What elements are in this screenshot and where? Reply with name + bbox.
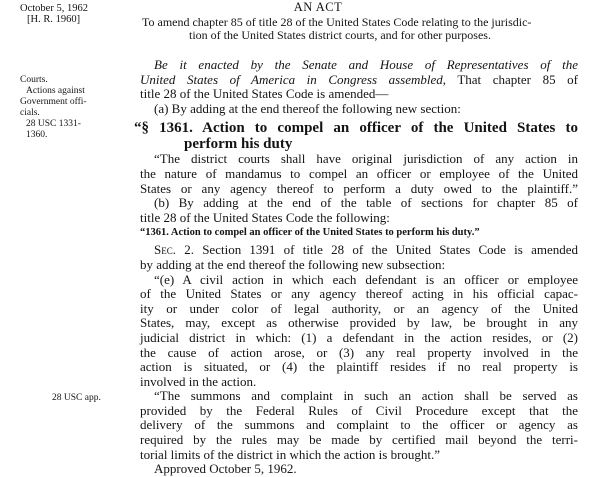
subsection-e-line-8: involved in the action.: [140, 373, 257, 389]
paragraph-b-line-1: (b) By adding at the end of the table of sections for chapter 85 of: [154, 195, 578, 211]
table-entry: “1361. Action to compel an officer of the United States to perform his duty.”: [140, 227, 480, 239]
summons-line-4: required by the rules may be made by certified mail beyond the terri-: [140, 432, 578, 448]
subsection-e-line-7: action is situated, or (4) the plaintiff resides if no real property is: [140, 359, 578, 375]
act-title: AN ACT: [293, 0, 343, 14]
summons-line-1: “The summons and complaint in such an action shall be served as: [154, 388, 578, 404]
summons-line-2: provided by the Federal Rules of Civil Procedure except that the: [140, 402, 578, 418]
bill-number: [H. R. 1960]: [27, 14, 81, 25]
margin-line: Actions against: [26, 86, 85, 96]
margin-line: cials.: [20, 108, 40, 118]
quote-1361-line-2: the nature of mandamus to compel an officer or employee of the United: [140, 165, 578, 181]
act-purpose-line-1: To amend chapter 85 of title 28 of the United States Code relating to the jurisdic-: [142, 15, 532, 29]
approval-date: Approved October 5, 1962.: [154, 461, 297, 477]
subsection-e-line-3: ity or under color of legal authority, or an agency of the United: [140, 300, 578, 316]
enacting-clause-line-2: [140, 73, 578, 88]
section-heading-line-1: “§ 1361. Action to compel an officer of the United States to: [134, 120, 578, 137]
enactment-date: October 5, 1962: [20, 3, 88, 14]
paragraph-b-line-2: title 28 of the United States Code the following:: [140, 209, 390, 225]
paragraph-a: (a) By adding at the end thereof the following new section:: [154, 100, 461, 116]
subsection-e-line-6: the cause of action arose, or (3) any real property involved in the: [140, 344, 578, 360]
section-2-line-2: by adding at the end thereof the following new subsection:: [140, 256, 446, 272]
margin-note-courts: [20, 75, 87, 141]
subsection-e-line-1: “(e) A civil action in which each defendant is an officer or employee: [154, 271, 578, 287]
margin-line: Government offi-: [20, 97, 87, 107]
margin-line: 1360.: [26, 130, 48, 140]
enacting-clause-line-1: Be it enacted by the Senate and House of Representatives of the: [154, 57, 578, 72]
subsection-e-line-2: of the United States or any agency thereof acting in his official capac-: [140, 286, 578, 302]
enacting-clause-italic: United States of America in Congress assembled,: [140, 71, 446, 87]
enacting-clause-line-3: title 28 of the United States Code is amended—: [140, 86, 389, 102]
subsection-e-line-4: States, may, except as otherwise provided by law, be brought in any: [140, 315, 578, 331]
quote-1361-line-1: “The district courts shall have original jurisdiction of any action in: [154, 151, 578, 167]
section-2-label: Sec. 2.: [154, 242, 194, 258]
section-heading-line-2: perform his duty: [184, 136, 293, 153]
subsection-e-line-5: judicial district in which: (1) a defendant in the action resides, or (2): [140, 329, 578, 345]
act-purpose-line-2: tion of the United States district courts, and for other purposes.: [189, 28, 491, 42]
summons-line-5: torial limits of the district in which the action is brought.”: [140, 446, 441, 462]
enacting-clause-rest: That chapter 85 of: [446, 71, 578, 87]
section-2-line-1: [140, 243, 578, 258]
quote-1361-line-3: States or any agency thereof to perform a duty owed to the plaintiff.”: [140, 180, 578, 196]
margin-line: 28 USC 1331-: [26, 119, 81, 129]
summons-line-3: delivery of the summons and complaint to the officer or agency as: [140, 417, 578, 433]
section-2-text: Section 1391 of title 28 of the United States Code is amended: [193, 242, 578, 258]
margin-note-usc-app: 28 USC app.: [52, 393, 101, 403]
margin-line: Courts.: [20, 75, 48, 85]
main-text: [134, 57, 578, 477]
